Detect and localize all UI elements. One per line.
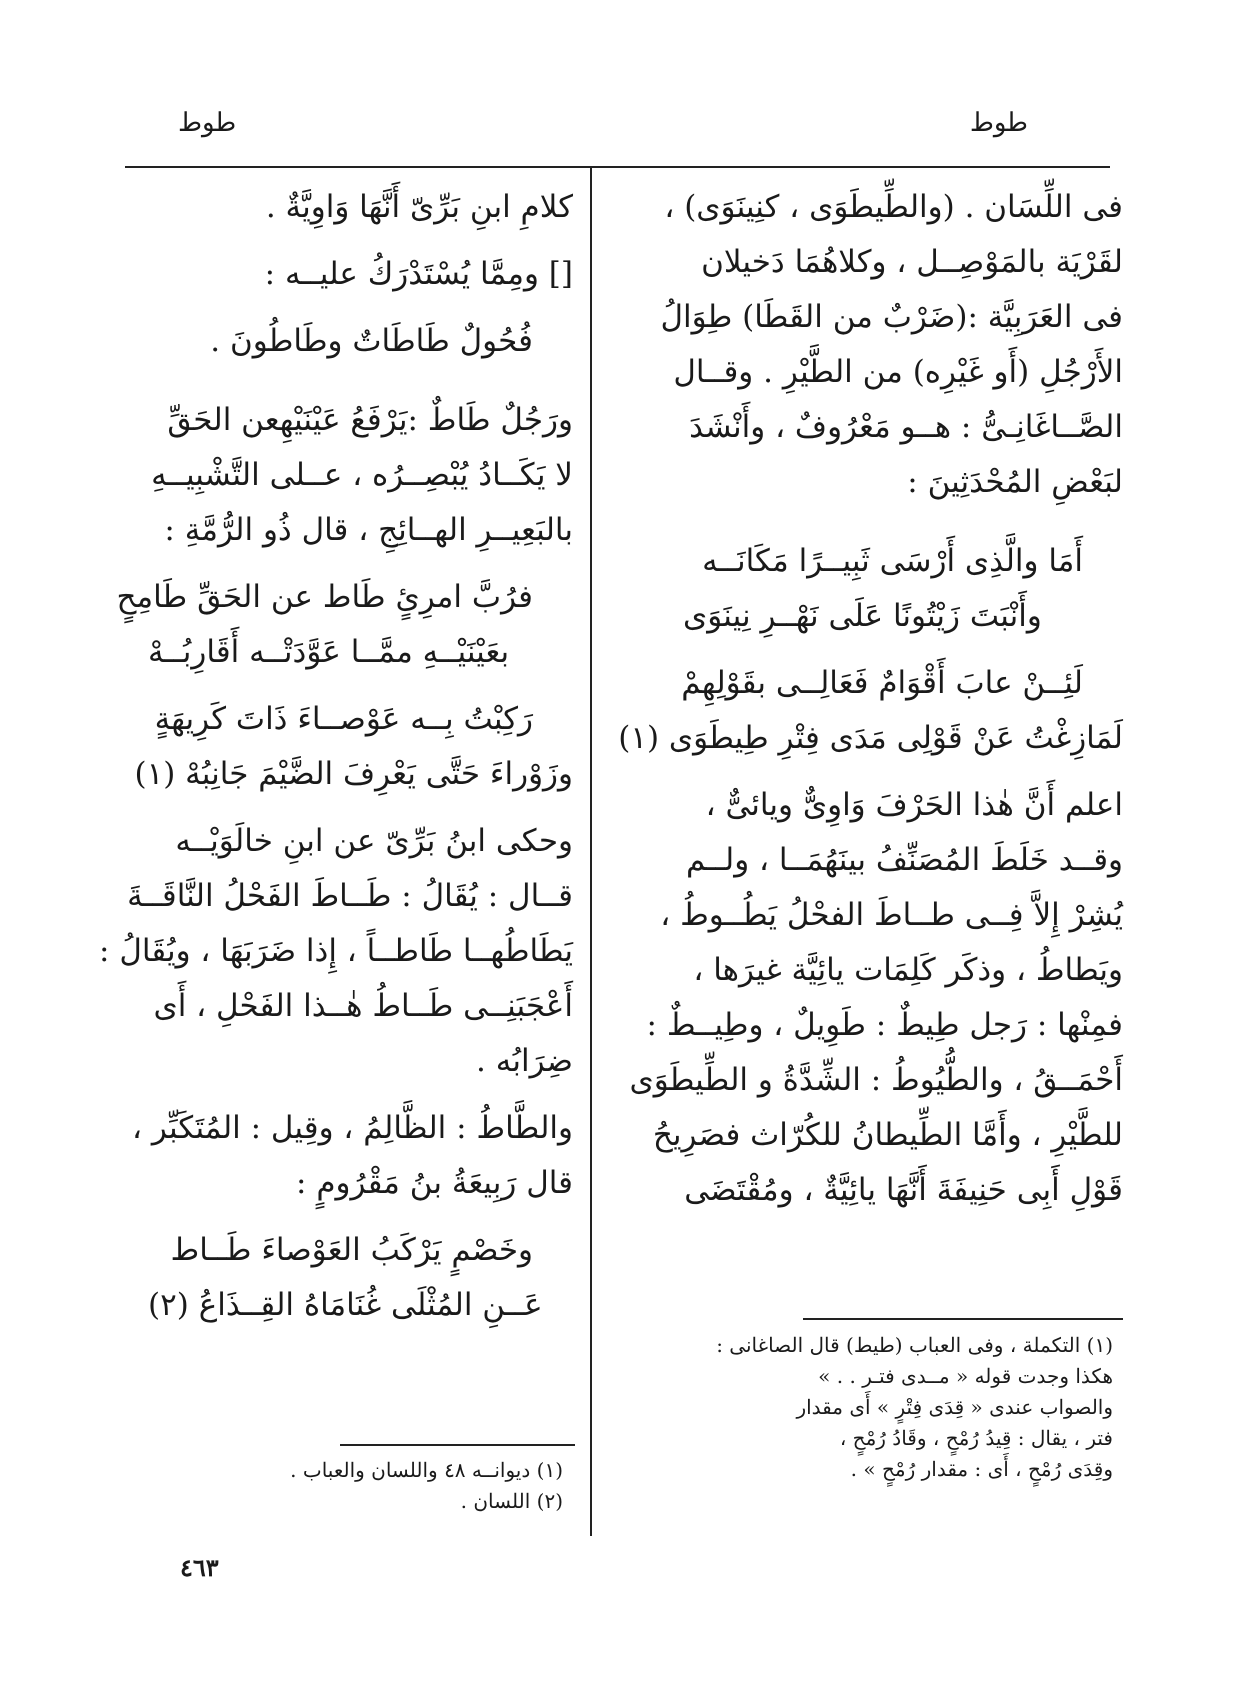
text-line: والطَّاطُ : الظَّالِمُ ، وقِيل : المُتَكَبِّر ، xyxy=(132,1110,573,1146)
text-line: اعلم أَنَّ هٰذا الحَرْفَ وَاوِىٌّ ويائىٌّ ، xyxy=(705,787,1123,823)
text-line: ويَطاطُ ، وذكَر كَلِمَات يائِيَّة غيرَها ، xyxy=(693,952,1123,988)
footnote-line: هكذا وجدت قوله « مــدى فتـر . . » xyxy=(818,1364,1113,1388)
text-line: فى العَرَبِيَّة :(ضَرْبٌ من القَطَا) طِوَالُ xyxy=(660,299,1123,335)
text-line: أَعْجَبَنِــى طَــاطُ هٰــذا الفَحْلِ ، أَى xyxy=(153,988,573,1024)
text-line: للطَّيْرِ ، وأَمَّا الطِّيطانُ للكُرّاث فصَرِيحُ xyxy=(652,1117,1123,1153)
verse-line: وخَصْمٍ يَرْكَبُ العَوْصاءَ طَــاط xyxy=(170,1232,533,1268)
footnote-line: والصواب عندى « قِدَى فِتْرٍ » أَى مقدار xyxy=(796,1395,1113,1419)
text-line: أَحْمَــقُ ، والطُّيُوطُ : الشِّدَّةُ و الطِّيطَوَى xyxy=(629,1062,1123,1098)
text-line: قال رَبِيعَةُ بنُ مَقْرُومٍ : xyxy=(296,1165,573,1201)
verse-line: لَئِــنْ عابَ أَقْوَامٌ فَعَالِــى بقَوْلِهِمْ xyxy=(681,665,1083,701)
footnotes-right xyxy=(673,1330,1113,1485)
footnote-rule-right xyxy=(803,1318,1123,1320)
text-line: يَطَاطُهــا طَاطــاً ، إِذا ضَرَبَهَا ، ويُقَالُ : xyxy=(99,933,573,969)
footnote-line: وقِدَى رُمْحٍ ، أَى : مقدار رُمْحٍ » . xyxy=(850,1457,1113,1481)
column-divider xyxy=(590,166,592,1536)
verse-line: لَمَازِغْتُ عَنْ قَوْلِى مَدَى فِتْرِ طِيطَوَى (١) xyxy=(618,720,1123,756)
text-line: ورَجُلٌ طَاطٌ :يَرْفَعُ عَيْنَيْهِعن الحَقِّ xyxy=(167,402,573,438)
text-line: كلامِ ابنِ بَرِّىّ أَنَّهَا وَاوِيَّةٌ . xyxy=(265,189,573,225)
footnote-line: فتر ، يقال : قِيدُ رُمْحٍ ، وقَادُ رُمْحٍ ، xyxy=(839,1426,1113,1450)
verse-line: فُحُولٌ طَاطَاتٌ وطَاطُونَ . xyxy=(210,323,533,359)
text-line: يُشِرْ إِلاَّ فِــى طــاطَ الفحْلُ يَطُــوطُ ، xyxy=(660,897,1123,933)
footnote-line: (٢) اللسان . xyxy=(460,1489,563,1513)
verse-line: فرُبَّ امرِئٍ طَاط عن الحَقِّ طَامِحٍ xyxy=(116,579,533,615)
running-head-right: طوط xyxy=(969,108,1028,138)
page-number: ٤٦٣ xyxy=(180,1553,219,1582)
text-line: لبَعْضِ المُحْدَثِينَ : xyxy=(907,464,1123,500)
right-column xyxy=(618,180,1123,1218)
running-head-left: طوط xyxy=(178,108,237,138)
verse-line: رَكِبْتُ بِــه عَوْصــاءَ ذَاتَ كَرِيهَةٍ xyxy=(154,701,533,737)
verse-line: أَمَا والَّذِى أَرْسَى ثَبِيــرًا مَكَانَــه xyxy=(702,543,1083,579)
text-line: فى اللِّسَان . (والطِّيطَوَى ، كنِينَوَى) ، xyxy=(664,189,1123,225)
text-line: الأَرْجُلِ (أَو غَيْرِه) من الطَّيْرِ . وقــال xyxy=(673,354,1123,390)
footnote-line: (١) التكملة ، وفى العباب (طيط) قال الصاغانى : xyxy=(716,1333,1113,1357)
text-line: وحكى ابنُ بَرِّىّ عن ابنِ خالَوَيْــه xyxy=(175,823,573,859)
text-line: ضِرَابُه . xyxy=(476,1043,573,1079)
verse-line: وزَوْراءَ حَتَّى يَعْرِفَ الضَّيْمَ جَانِبُهْ (١) xyxy=(134,756,573,792)
text-line: قــال : يُقَالُ : طَــاطَ الفَحْلُ النَّاقَــةَ xyxy=(127,878,573,914)
verse-line: عَــنِ المُثْلَى غُنَامَاهُ القِــذَاعُ (٢) xyxy=(148,1287,543,1323)
footnotes-left xyxy=(143,1455,563,1517)
text-line: الصَّــاغَانِـىُّ : هــو مَعْرُوفٌ ، وأَنْشَدَ xyxy=(689,409,1123,445)
verse-line: بعَيْنَيْــهِ ممَّــا عَوَّدَتْــه أَقَارِبُــهْ xyxy=(148,634,510,670)
left-column xyxy=(99,180,573,1333)
text-line: قَوْلِ أَبِى حَنِيفَةَ أَنَّهَا يائِيَّةٌ ، ومُقْتَضَى xyxy=(684,1172,1123,1208)
header-rule xyxy=(125,166,1110,168)
text-line: فمِنْها : رَجل طِيطٌ : طَوِيلٌ ، وطِيــطٌ : xyxy=(646,1007,1123,1043)
footnote-line: (١) ديوانــه ٤٨ واللسان والعباب . xyxy=(290,1458,563,1482)
text-line: بالبَعِيــرِ الهــائِجِ ، قال ذُو الرُّمَّةِ : xyxy=(164,512,573,548)
footnote-rule-left xyxy=(340,1444,575,1446)
verse-line: وأَنْبَتَ زَيْتُونًا عَلَى نَهْــرِ نِينَوَى xyxy=(683,598,1042,634)
text-line: لا يَكَــادُ يُبْصِــرُه ، عــلى التَّشْبِيــهِ xyxy=(151,457,573,493)
text-line: وقــد خَلَطَ المُصَنِّفُ بينَهُمَــا ، ولــم xyxy=(685,842,1123,878)
text-line: [] ومِمَّا يُسْتَدْرَكُ عليــه : xyxy=(264,256,573,292)
text-line: لقَرْيَة بالمَوْصِــل ، وكلاهُمَا دَخيلان xyxy=(701,244,1123,280)
